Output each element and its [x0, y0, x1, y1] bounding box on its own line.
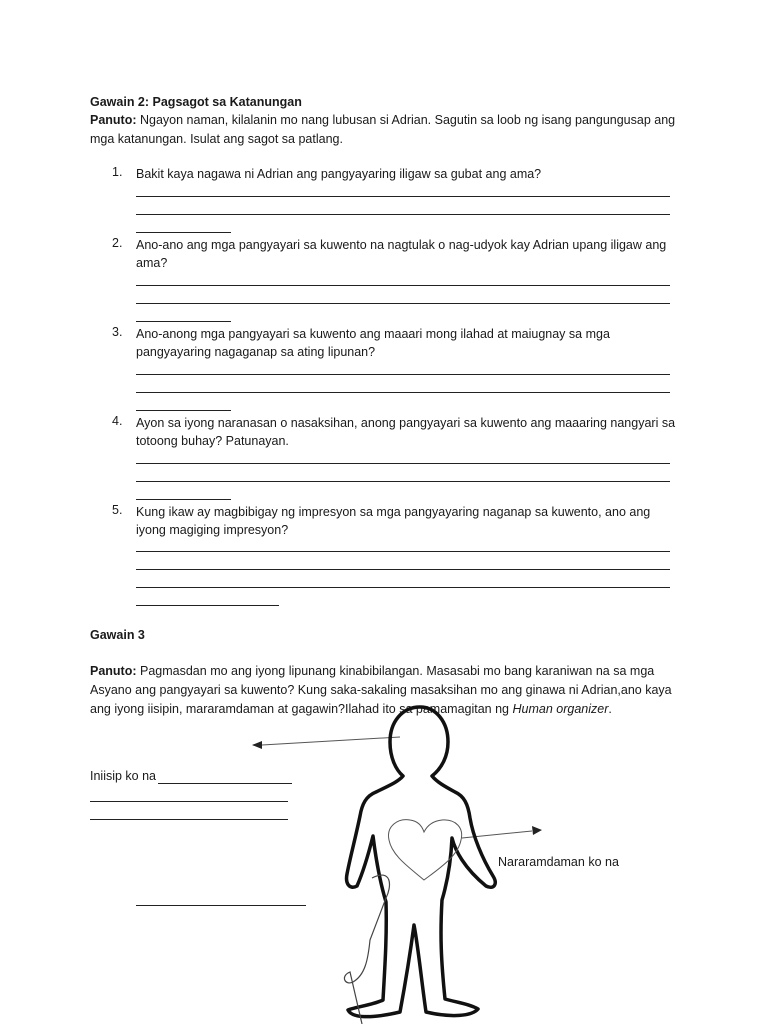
panuto-text: Pagmasdan mo ang iyong lipunang kinabibilangan. Masasabi mo bang karaniwan na sa mga Asyano ang pangyayari sa kuwento? Kung saka-sakaling masaksihan mo ang ginawa ni Adrian,ano kaya ang iyong iisipin, mararamdaman at gagawin?Ilahad ito sa pamamagitan ng: [90, 664, 672, 716]
question-text: Ayon sa iyong naranasan o nasaksihan, anong pangyayari sa kuwento ang maaaring nangyari sa totoong buhay? Patunayan.: [136, 416, 676, 448]
iniisip-label: Iniisip ko na: [90, 769, 157, 783]
question-number: 2.: [112, 236, 123, 250]
answer-line[interactable]: [90, 801, 288, 802]
human-body-outline: [347, 707, 496, 1017]
question-text: Ano-anong mga pangyayari sa kuwento ang maaari mong ilahad at maiugnay sa mga pangyayaring nagaganap sa ating lipunan?: [136, 327, 610, 359]
gawain3-title: Gawain 3: [90, 628, 145, 642]
panuto-label: Panuto:: [90, 113, 137, 127]
gawain2-title: Gawain 2: Pagsagot sa Katanungan: [90, 95, 302, 109]
question-text: Ano-ano ang mga pangyayari sa kuwento na nagtulak o nag-udyok kay Adrian upang iligaw ang ama?: [136, 238, 667, 270]
answer-line[interactable]: [136, 905, 306, 906]
answer-line[interactable]: [90, 819, 288, 820]
panuto-text: Ngayon naman, kilalanin mo nang lubusan si Adrian. Sagutin sa loob ng isang pangungusap ang mga katanungan. Isulat ang sagot sa patlang.: [90, 113, 676, 146]
question-number: 1.: [112, 165, 123, 179]
nararamdaman-label: Nararamdaman ko na: [498, 855, 619, 869]
panuto-label: Panuto:: [90, 664, 137, 678]
question-number: 3.: [112, 325, 123, 339]
arrow-left-icon: [252, 737, 400, 749]
question-text: Kung ikaw ay magbibigay ng impresyon sa mga pangyayaring naganap sa kuwento, ano ang iyong magiging impresyon?: [136, 505, 651, 537]
question-number: 4.: [112, 414, 123, 428]
question-number: 5.: [112, 503, 123, 517]
answer-line[interactable]: [158, 783, 292, 784]
human-organizer-text: Human organizer: [512, 702, 609, 716]
panuto-end: .: [608, 702, 612, 716]
question-text: Bakit kaya nagawa ni Adrian ang pangyayaring iligaw sa gubat ang ama?: [136, 167, 542, 181]
